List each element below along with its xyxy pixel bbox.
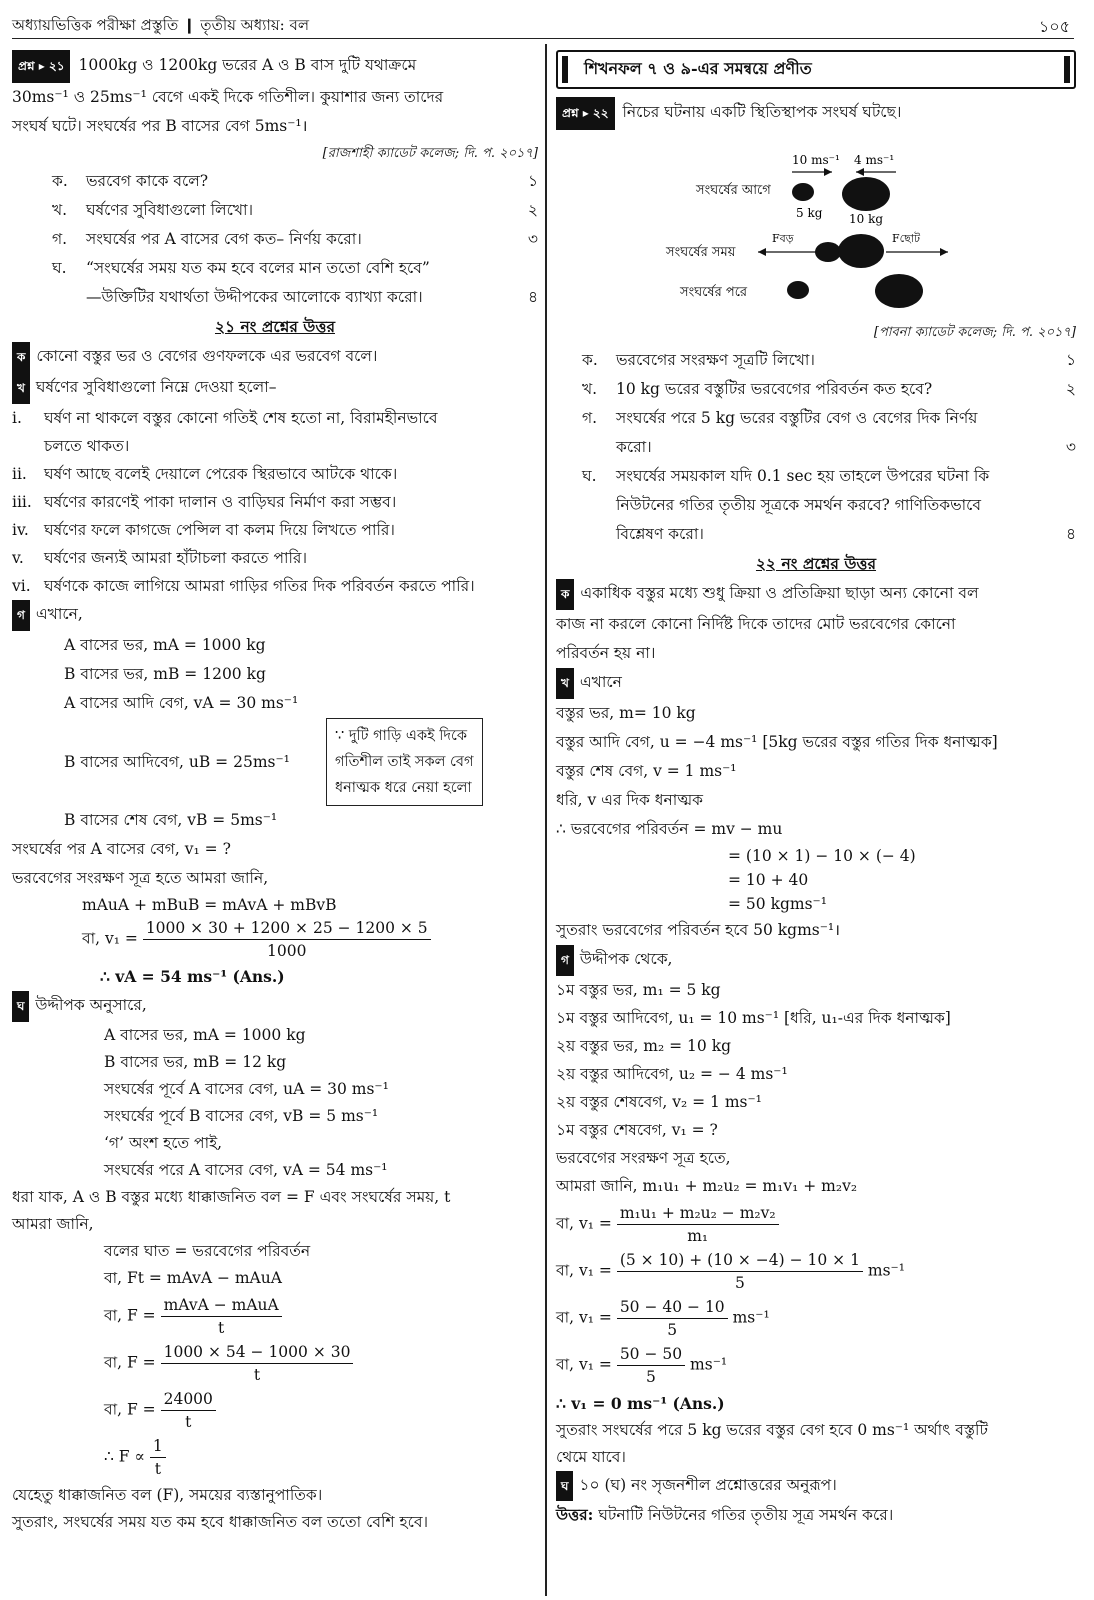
- sub-key: ঘ.: [582, 467, 597, 485]
- sub-text: করো।: [616, 438, 652, 456]
- answer-tag-ga: গ: [556, 945, 574, 976]
- given-line: ‘গ’ অংশ হতে পাই,: [104, 1134, 223, 1152]
- friction-benefits-list: [12, 404, 538, 600]
- list-numeral: iv.: [12, 521, 29, 539]
- numerator: 50 − 40 − 10: [617, 1296, 728, 1319]
- list-item: [12, 544, 538, 572]
- banner-text: শিখনফল ৭ ও ৯-এর সমন্বয়ে প্রণীত: [584, 59, 812, 78]
- denominator: t: [253, 1366, 261, 1384]
- formula-line: mAuA + mBuB = mAvA + mBvB: [82, 896, 337, 914]
- label-f-small: Fছোট: [892, 232, 920, 245]
- unknown-line: সংঘর্ষের পর A বাসের বেগ, v₁ = ?: [12, 840, 231, 858]
- label-after: সংঘর্ষের পরে: [680, 285, 748, 300]
- q21-answer-kha: [12, 373, 538, 404]
- given-line: সংঘর্ষের পূর্বে B বাসের বেগ, vB = 5 ms⁻¹: [104, 1107, 379, 1125]
- arrowhead-icon: [856, 168, 864, 176]
- header-title: অধ্যায়ভিত্তিক পরীক্ষা প্রস্তুতি ❙ তৃতীয় অধ্যায়: বল: [12, 16, 309, 34]
- q22-answer-kha: [556, 668, 1076, 699]
- arrowhead-icon: [758, 248, 766, 256]
- conclusion-line: সুতরাং ভরবেগের পরিবর্তন হবে 50 kgms⁻¹।: [556, 921, 840, 939]
- sub-marks: ৪: [527, 288, 538, 306]
- given-line: ২য় বস্তুর ভর, m₂ = 10 kg: [556, 1037, 732, 1055]
- label-m2: 10 kg: [849, 212, 884, 226]
- answer-tag-gha: ঘ: [556, 1471, 573, 1501]
- q22-source: [পাবনা ক্যাডেট কলেজ; দি. প. ২০১৭]: [873, 325, 1076, 340]
- given-line: ২য় বস্তুর আদিবেগ, u₂ = − 4 ms⁻¹: [556, 1065, 788, 1083]
- answer-gha-intro: উদ্দীপক অনুসারে,: [35, 996, 147, 1014]
- sub-key: [582, 491, 616, 520]
- sub-marks: ২: [1065, 380, 1076, 398]
- note-line: ∵ দুটি গাড়ি একই দিকে: [335, 728, 467, 744]
- list-numeral: iii.: [12, 493, 32, 511]
- equation-prefix: বা, v₁ =: [556, 1261, 612, 1280]
- formula-line: ∴ ভরবেগের পরিবর্তন = mv − mu: [556, 820, 783, 838]
- final-answer-label: উত্তর:: [556, 1505, 594, 1524]
- sub-text: বিশ্লেষণ করো।: [616, 525, 704, 543]
- page-header: [12, 8, 1074, 39]
- given-line: B বাসের ভর, mB = 12 kg: [104, 1053, 287, 1071]
- formula-line: বলের ঘাত = ভরবেগের পরিবর্তন: [104, 1242, 311, 1260]
- q21-answer-ga: [12, 600, 538, 631]
- fraction: [617, 1343, 685, 1388]
- given-line: A বাসের ভর, mA = 1000 kg: [64, 636, 266, 654]
- small-ball: [792, 183, 814, 201]
- denominator: 5: [734, 1274, 745, 1292]
- formula-intro: ভরবেগের সংরক্ষণ সূত্র হতে আমরা জানি,: [12, 869, 269, 887]
- list-item: [12, 404, 538, 432]
- list-text: চলতে থাকত।: [44, 437, 130, 455]
- fraction: [161, 1294, 282, 1339]
- sub-marks: ১: [527, 172, 538, 190]
- numerator: mAvA − mAuA: [161, 1294, 282, 1317]
- sub-key: ক.: [52, 172, 68, 190]
- answer-tag-ga: গ: [12, 600, 30, 631]
- given-line: ২য় বস্তুর শেষবেগ, v₂ = 1 ms⁻¹: [556, 1093, 762, 1111]
- list-item: [12, 516, 538, 544]
- given-line: A বাসের আদি বেগ, vA = 30 ms⁻¹: [64, 694, 299, 712]
- label-v1: 10 ms⁻¹: [792, 153, 840, 167]
- sub-text: সংঘর্ষের পর A বাসের বেগ কত– নির্ণয় করো।: [86, 230, 362, 248]
- small-ball: [787, 281, 809, 299]
- note-line: গতিশীল তাই সকল বেগ: [335, 754, 474, 770]
- answer-tag-ka: ক: [556, 579, 574, 610]
- answer-kha-intro: ঘর্ষণের সুবিধাগুলো নিম্নে দেওয়া হলো–: [35, 378, 277, 396]
- given-line: B বাসের আদিবেগ, uB = 25ms⁻¹: [64, 752, 290, 771]
- equation-prefix: বা, F =: [104, 1306, 156, 1325]
- q22-tag: প্রশ্ন ▸ ২২: [556, 97, 615, 130]
- equation-prefix: বা, v₁ =: [556, 1214, 612, 1233]
- answer-ka-text: কোনো বস্তুর ভর ও বেগের গুণফলকে এর ভরবেগ বলে।: [36, 347, 378, 365]
- equation: [12, 1388, 538, 1433]
- sub-text: —উক্তিটির যথার্থতা উদ্দীপকের আলোকে ব্যাখ্যা করো।: [86, 288, 423, 306]
- list-numeral: [12, 432, 44, 460]
- sub-key: [582, 433, 616, 462]
- sub-question: [556, 404, 1076, 433]
- sub-question: [556, 520, 1076, 549]
- q21-source: [রাজশাহী ক্যাডেট কলেজ; দি. প. ২০১৭]: [322, 146, 538, 161]
- answer-tag-ka: ক: [12, 342, 30, 373]
- list-numeral: ii.: [12, 465, 27, 483]
- numerator: 1000 × 30 + 1200 × 25 − 1200 × 5: [143, 917, 431, 940]
- sub-marks: [1054, 404, 1076, 433]
- equation-prefix: বা, v₁ =: [556, 1355, 612, 1374]
- sub-marks: ১: [1065, 351, 1076, 369]
- list-text: ঘর্ষণ না থাকলে বস্তুর কোনো গতিই শেষ হতো না, বিরামহীনভাবে: [44, 409, 438, 427]
- column-divider: [545, 44, 547, 1596]
- list-text: ঘর্ষণকে কাজে লাগিয়ে আমরা গাড়ির গতির দিক পরিবর্তন করতে পারি।: [44, 577, 475, 595]
- answer-result: ∴ v₁ = 0 ms⁻¹ (Ans.): [556, 1394, 725, 1413]
- note-line: ধনাত্মক ধরে নেয়া হলো: [335, 780, 472, 796]
- sub-key: [582, 520, 616, 549]
- given-line: A বাসের ভর, mA = 1000 kg: [104, 1026, 306, 1044]
- sub-text: ভরবেগের সংরক্ষণ সূত্রটি লিখো।: [616, 351, 815, 369]
- q21-subquestions: [12, 167, 538, 312]
- q22-answer-ka: [556, 579, 1076, 610]
- q21-stem: [12, 50, 538, 83]
- sub-text: ঘর্ষণের সুবিধাগুলো লিখো।: [86, 201, 254, 219]
- numerator: 1: [150, 1435, 166, 1458]
- sub-marks: ৩: [1065, 438, 1076, 456]
- sub-key: খ.: [52, 201, 68, 219]
- answer-ga-intro: উদ্দীপক থেকে,: [579, 950, 673, 968]
- fraction: [161, 1388, 216, 1433]
- numerator: 24000: [161, 1388, 216, 1411]
- sub-question: [12, 167, 538, 196]
- conclusion-line: থেমে যাবে।: [556, 1448, 626, 1466]
- sub-question: [556, 375, 1076, 404]
- numerator: 50 − 50: [617, 1343, 685, 1366]
- label-m1: 5 kg: [796, 206, 823, 220]
- small-ball: [815, 242, 841, 262]
- sub-text: 10 kg ভরের বস্তুটির ভরবেগের পরিবর্তন কত হবে?: [616, 380, 933, 398]
- list-text: ঘর্ষণ আছে বলেই দেয়ালে পেরেক স্থিরভাবে আটকে থাকে।: [44, 465, 398, 483]
- q21-stem-line1: 1000kg ও 1200kg ভরের A ও B বাস দুটি যথাক্রমে: [78, 56, 417, 74]
- sub-question: [556, 346, 1076, 375]
- sub-question: [556, 491, 1076, 520]
- conclusion-line: যেহেতু ধাক্কাজনিত বল (F), সময়ের ব্যস্তানুপাতিক।: [12, 1486, 323, 1504]
- formula-line: আমরা জানি, m₁u₁ + m₂u₂ = m₁v₁ + m₂v₂: [556, 1177, 858, 1195]
- q22-stem: [556, 97, 1076, 130]
- sub-key: গ.: [52, 230, 68, 248]
- sub-key: ক.: [582, 351, 598, 369]
- given-line: B বাসের শেষ বেগ, vB = 5ms⁻¹: [64, 811, 278, 829]
- calc-line: = 50 kgms⁻¹: [728, 895, 827, 913]
- sub-question: [12, 283, 538, 312]
- list-text: ঘর্ষণের জন্যই আমরা হাঁটাচলা করতে পারি।: [44, 549, 308, 567]
- sub-text: নিউটনের গতির তৃতীয় সূত্রকে সমর্থন করবে? গাণিতিকভাবে: [616, 496, 981, 514]
- equation-prefix: বা, F =: [104, 1400, 156, 1419]
- list-numeral: v.: [12, 549, 24, 567]
- denominator: t: [185, 1413, 192, 1431]
- label-during: সংঘর্ষের সময়: [666, 245, 736, 260]
- sub-marks: [1054, 462, 1076, 491]
- equation: [556, 1202, 1076, 1247]
- fraction: [617, 1249, 863, 1294]
- sub-marks: [516, 254, 538, 283]
- list-item: [12, 572, 538, 600]
- list-text: ঘর্ষণের ফলে কাগজে পেন্সিল বা কলম দিয়ে লিখতে পারি।: [44, 521, 395, 539]
- q22-answer-ga: [556, 945, 1076, 976]
- list-text: ঘর্ষণের কারণেই পাকা দালান ও বাড়িঘর নির্মাণ করা সম্ভব।: [44, 493, 397, 511]
- fraction: [161, 1341, 354, 1386]
- denominator: t: [218, 1319, 225, 1337]
- q21-answer-gha: [12, 991, 538, 1022]
- answer-kha-intro: এখানে: [579, 673, 622, 691]
- numerator: (5 × 10) + (10 × −4) − 10 × 1: [617, 1249, 863, 1272]
- answer-result: ∴ vA = 54 ms⁻¹ (Ans.): [100, 967, 285, 986]
- sub-marks: ৩: [527, 230, 538, 248]
- fraction: [143, 917, 431, 962]
- calc-line: = 10 + 40: [728, 871, 809, 889]
- sub-question: [12, 254, 538, 283]
- assumption-line: ধরা যাক, A ও B বস্তুর মধ্যে ধাক্কাজনিত বল = F এবং সংঘর্ষের সময়, t: [12, 1188, 451, 1206]
- sub-text: ভরবেগ কাকে বলে?: [86, 172, 209, 190]
- q21-answer-ka: [12, 342, 538, 373]
- list-item: [12, 432, 538, 460]
- given-with-note: [12, 718, 538, 806]
- fraction: [617, 1296, 728, 1341]
- denominator: t: [154, 1460, 161, 1478]
- answer-ka-text: পরিবর্তন হয় না।: [556, 644, 656, 662]
- equation: [12, 1341, 538, 1386]
- label-before: সংঘর্ষের আগে: [696, 183, 771, 198]
- denominator: 5: [667, 1321, 678, 1339]
- large-ball: [875, 274, 923, 308]
- unknown-line: ১ম বস্তুর শেষবেগ, v₁ = ?: [556, 1121, 718, 1139]
- numerator: m₁u₁ + m₂u₂ − m₂v₂: [617, 1202, 779, 1225]
- q22-subquestions: [556, 346, 1076, 549]
- sub-question: [12, 225, 538, 254]
- page-number: ১০৫: [1038, 17, 1070, 36]
- arrowhead-icon: [940, 248, 948, 256]
- large-ball: [838, 234, 884, 268]
- equation-prefix: বা, v₁ =: [82, 929, 138, 948]
- sub-text: “সংঘর্ষের সময় যত কম হবে বলের মান ততো বেশি হবে”: [86, 259, 430, 277]
- left-column: [12, 50, 538, 1595]
- label-v2: 4 ms⁻¹: [854, 153, 895, 167]
- sub-marks: [1054, 491, 1076, 520]
- list-item: [12, 488, 538, 516]
- sub-marks: ৪: [1065, 525, 1076, 543]
- formula-line: বা, Ft = mAvA − mAuA: [104, 1269, 282, 1287]
- final-answer-text: ঘটনাটি নিউটনের গতির তৃতীয় সূত্র সমর্থন করে।: [598, 1506, 894, 1524]
- denominator: m₁: [687, 1227, 709, 1245]
- fraction: [150, 1435, 166, 1480]
- answer-tag-kha: খ: [12, 373, 30, 404]
- answer-ga-intro: এখানে,: [35, 605, 83, 623]
- answer-tag-gha: ঘ: [12, 991, 29, 1022]
- formula-intro: ভরবেগের সংরক্ষণ সূত্র হতে,: [556, 1149, 731, 1167]
- assumption-line: ধরি, v এর দিক ধনাত্মক: [556, 791, 703, 809]
- answer-gha-text: ১০ (ঘ) নং সৃজনশীল প্রশ্নোত্তরের অনুরূপ।: [579, 1476, 837, 1494]
- sub-question: [556, 462, 1076, 491]
- equation: [12, 917, 538, 962]
- list-item: [12, 460, 538, 488]
- q22-final-answer: [556, 1501, 1076, 1529]
- denominator: 1000: [267, 942, 307, 960]
- large-ball: [842, 177, 890, 211]
- q22-answer-heading: ২২ নং প্রশ্নের উত্তর: [755, 554, 877, 573]
- q21-tag: প্রশ্ন ▸ ২১: [12, 50, 70, 83]
- equation-unit: ms⁻¹: [867, 1261, 905, 1280]
- given-line: ১ম বস্তুর ভর, m₁ = 5 kg: [556, 981, 721, 999]
- sub-key: খ.: [582, 380, 598, 398]
- equation: [12, 1294, 538, 1339]
- list-numeral: vi.: [12, 577, 31, 595]
- given-line: বস্তুর আদি বেগ, u = −4 ms⁻¹ [5kg ভরের বস্তুর গতির দিক ধনাত্মক]: [556, 733, 998, 751]
- equation-prefix: ∴ F ∝: [104, 1447, 145, 1466]
- fraction: [617, 1202, 779, 1247]
- given-line: B বাসের ভর, mB = 1200 kg: [64, 665, 266, 683]
- assumption-note-box: [326, 718, 483, 806]
- sub-key: ঘ.: [52, 259, 67, 277]
- sub-text: সংঘর্ষের সময়কাল যদি 0.1 sec হয় তাহলে উপরের ঘটনা কি: [616, 467, 990, 485]
- equation: [12, 1435, 538, 1480]
- sub-key: [52, 283, 86, 312]
- denominator: 5: [646, 1368, 656, 1386]
- equation-prefix: বা, F =: [104, 1353, 156, 1372]
- given-line: সংঘর্ষের পূর্বে A বাসের বেগ, uA = 30 ms⁻¹: [104, 1080, 389, 1098]
- conclusion-line: সুতরাং সংঘর্ষের পরে 5 kg ভরের বস্তুর বেগ হবে 0 ms⁻¹ অর্থাৎ বস্তুটি: [556, 1421, 988, 1439]
- sub-key: গ.: [582, 409, 598, 427]
- equation-unit: ms⁻¹: [732, 1308, 770, 1327]
- list-numeral: i.: [12, 409, 22, 427]
- equation: [556, 1249, 1076, 1294]
- given-line: বস্তুর শেষ বেগ, v = 1 ms⁻¹: [556, 762, 737, 780]
- conclusion-line: সুতরাং, সংঘর্ষের সময় যত কম হবে ধাক্কাজনিত বল ততো বেশি হবে।: [12, 1513, 429, 1531]
- sub-question: [556, 433, 1076, 462]
- sub-marks: ২: [527, 201, 538, 219]
- sub-question: [12, 196, 538, 225]
- arrowhead-icon: [824, 168, 832, 176]
- learning-outcome-banner: [556, 50, 1076, 89]
- equation: [556, 1296, 1076, 1341]
- equation: [556, 1343, 1076, 1388]
- sub-text: সংঘর্ষের পরে 5 kg ভরের বস্তুটির বেগ ও বেগের দিক নির্ণয়: [616, 409, 978, 427]
- q22-answer-gha: [556, 1471, 1076, 1501]
- given-line: সংঘর্ষের পরে A বাসের বেগ, vA = 54 ms⁻¹: [104, 1161, 388, 1179]
- q21-stem-line3: সংঘর্ষ ঘটে। সংঘর্ষের পর B বাসের বেগ 5ms⁻¹।: [12, 117, 308, 135]
- formula-intro: আমরা জানি,: [12, 1215, 94, 1233]
- numerator: 1000 × 54 − 1000 × 30: [161, 1341, 354, 1364]
- calc-line: = (10 × 1) − 10 × (− 4): [728, 847, 916, 865]
- answer-ka-text: কাজ না করলে কোনো নির্দিষ্ট দিকে তাদের মোট ভরবেগের কোনো: [556, 615, 956, 633]
- q21-answer-heading: ২১ নং প্রশ্নের উত্তর: [214, 317, 335, 336]
- q22-stem-text: নিচের ঘটনায় একটি স্থিতিস্থাপক সংঘর্ষ ঘটছে।: [622, 103, 902, 121]
- right-column: [556, 50, 1076, 1595]
- q21-stem-line2: 30ms⁻¹ ও 25ms⁻¹ বেগে একই দিকে গতিশীল। কুয়াশার জন্য তাদের: [12, 88, 444, 106]
- equation-prefix: বা, v₁ =: [556, 1308, 612, 1327]
- collision-diagram: [556, 130, 1076, 320]
- given-line: ১ম বস্তুর আদিবেগ, u₁ = 10 ms⁻¹ [ধরি, u₁-এর দিক ধনাত্মক]: [556, 1009, 951, 1027]
- answer-ka-text: একাধিক বস্তুর মধ্যে শুধু ক্রিয়া ও প্রতিক্রিয়া ছাড়া অন্য কোনো বল: [580, 584, 979, 602]
- answer-tag-kha: খ: [556, 668, 574, 699]
- label-f-big: Fবড়: [772, 232, 794, 245]
- given-line: বস্তুর ভর, m= 10 kg: [556, 704, 696, 722]
- equation-unit: ms⁻¹: [690, 1355, 728, 1374]
